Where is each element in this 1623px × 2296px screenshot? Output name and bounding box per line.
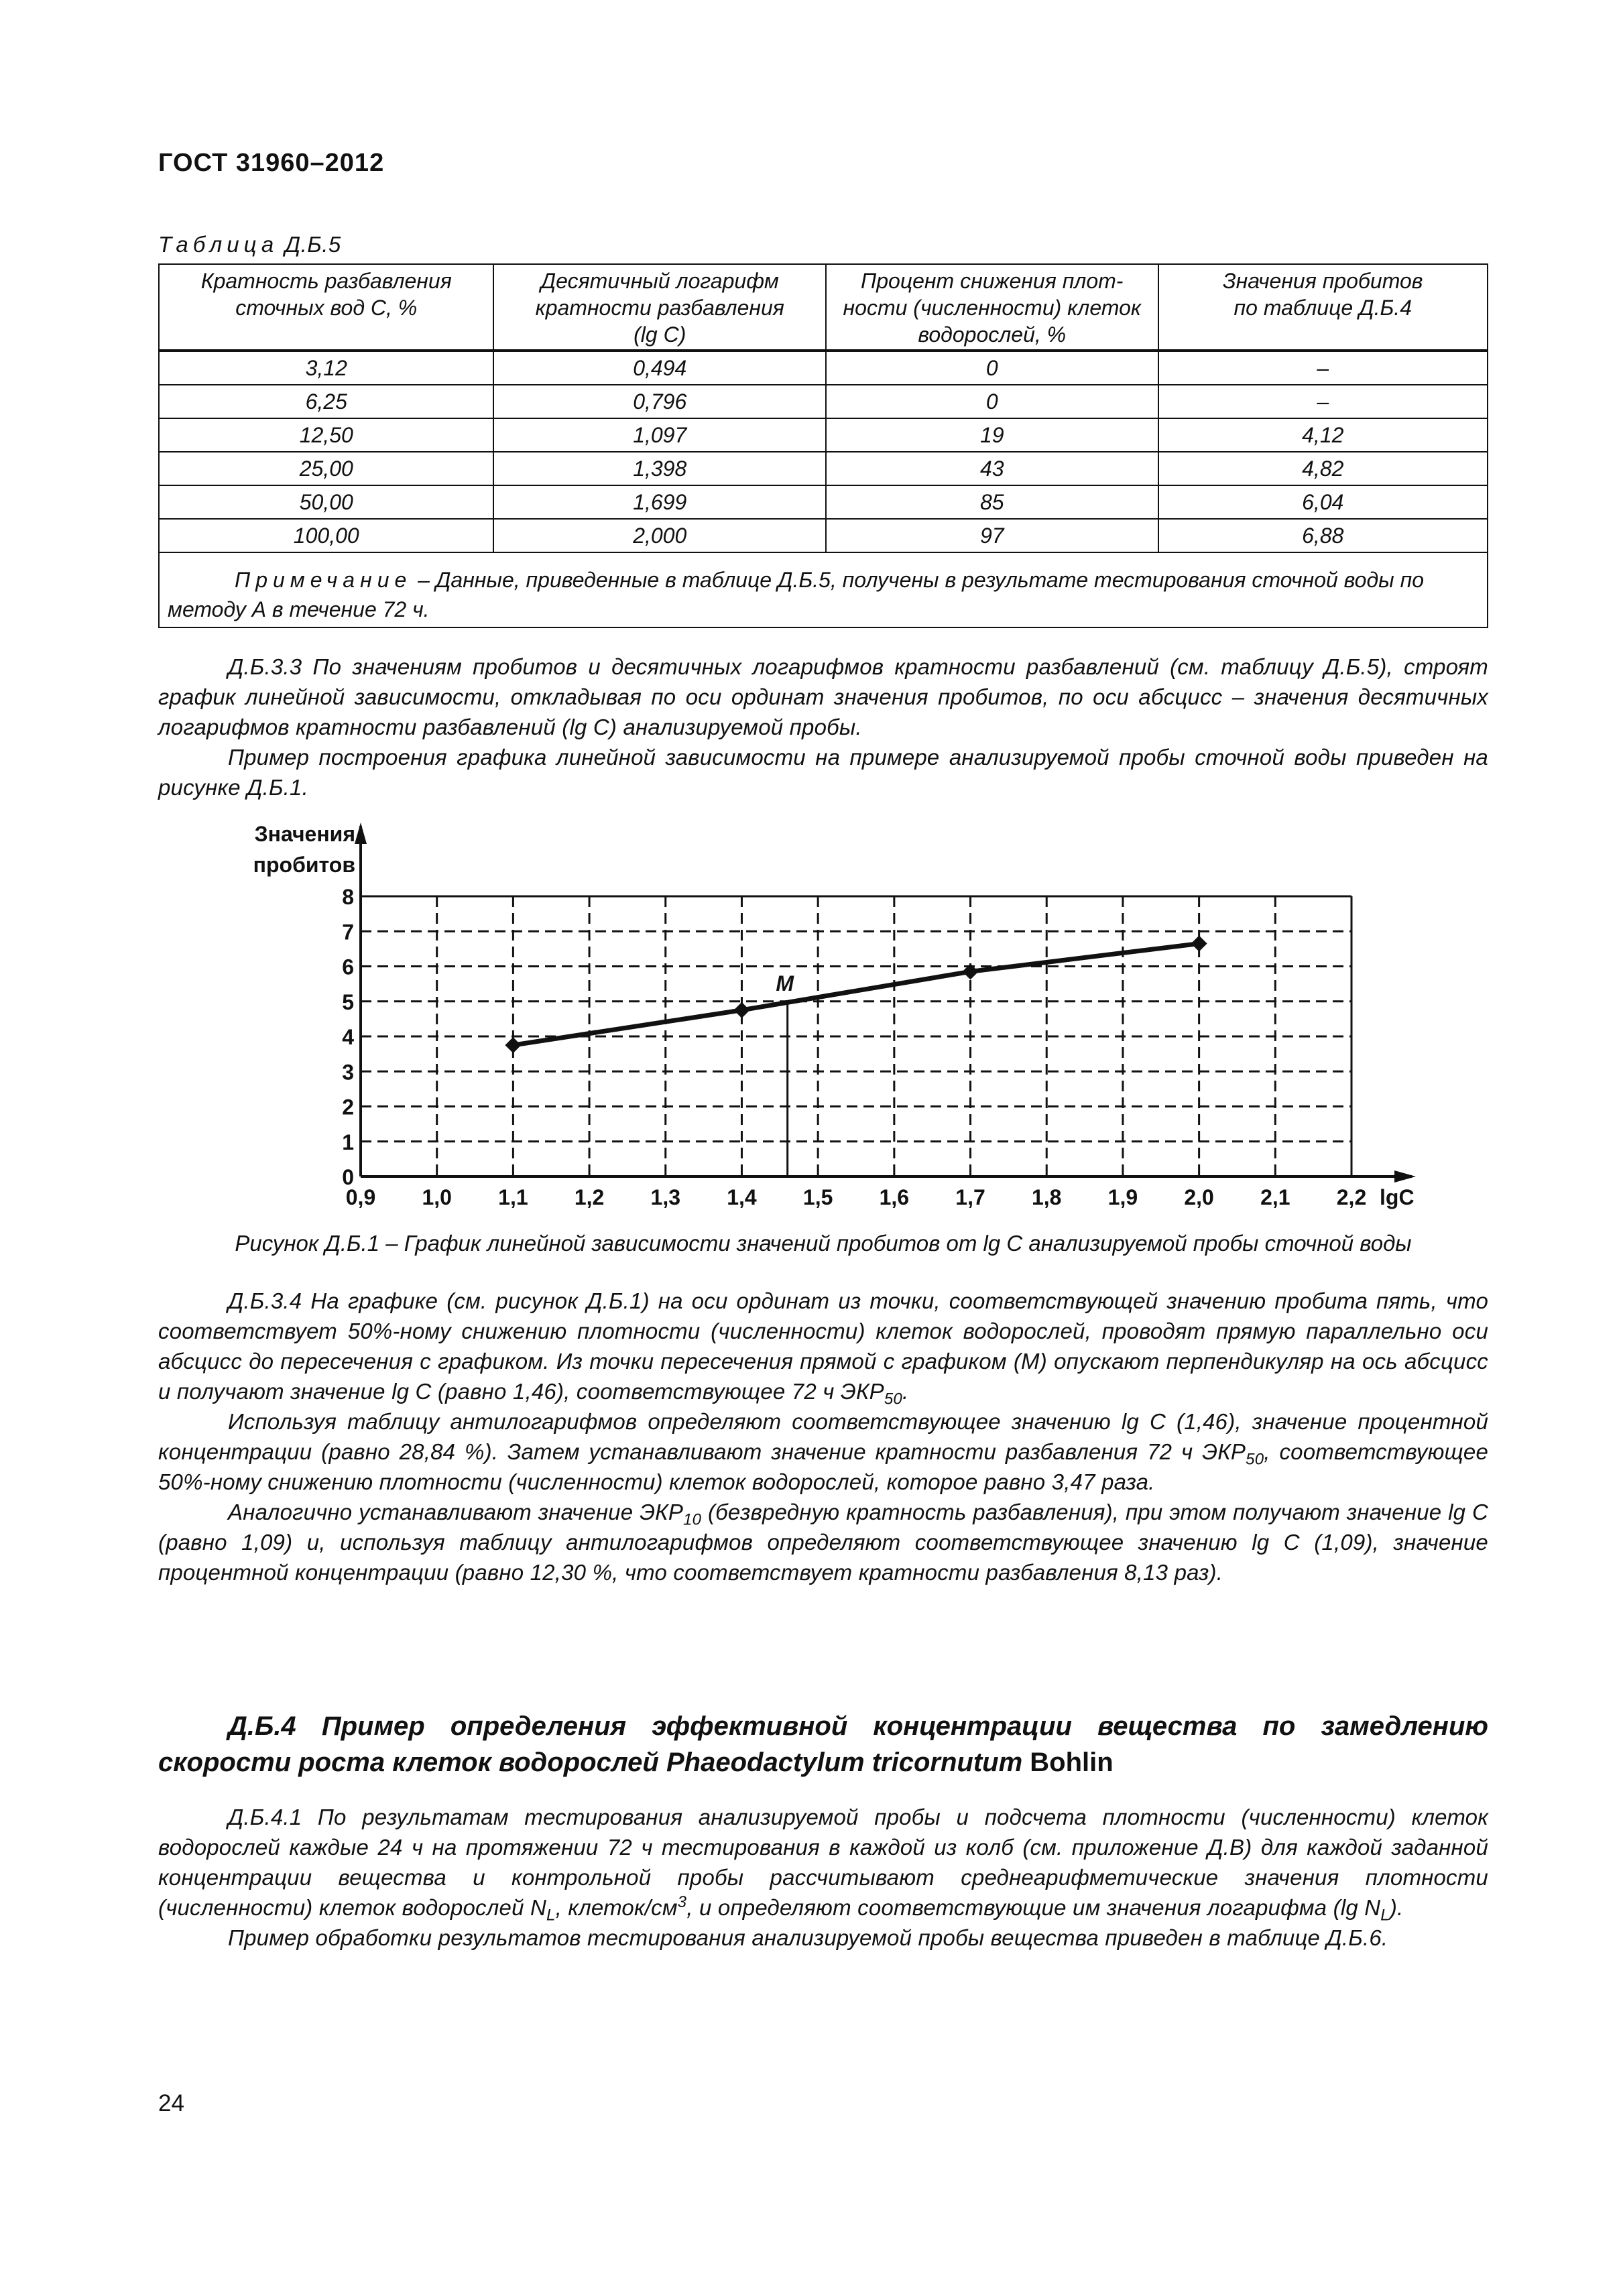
y-axis-arrow [355, 823, 367, 844]
x-tick-label: 2,1 [1260, 1185, 1290, 1209]
table-note-word: Примечание [235, 568, 412, 592]
figure-caption: Рисунок Д.Б.1 – График линейной зависимости значений пробитов от lg C анализируемой пробы сточной воды [235, 1231, 1412, 1256]
y-tick-label: 3 [342, 1060, 354, 1085]
y-tick-label: 7 [342, 920, 354, 945]
y-tick-label: 0 [342, 1165, 354, 1189]
paragraph: Д.Б.3.3 По значениям пробитов и десятичных логарифмов кратности разбавлений (см. таблицу Д.Б.5), строят график линейной зависимости, откладывая по оси ординат значения пробитов, по оси абсцисс – значения десятичных логарифмов кратности разбавлений (lg C) анализируемой пробы. [158, 654, 1488, 739]
table-cell: 0,796 [493, 385, 826, 418]
table-cell: 4,12 [1158, 418, 1488, 452]
table-head [159, 264, 1488, 351]
table-note-text: – Данные, приведенные в таблице Д.Б.5, получены в результате тестирования сточной воды по методу А в течение 72 ч. [168, 568, 1424, 621]
table-row [159, 418, 1488, 452]
table-header-cell [1158, 264, 1488, 351]
table-cell: 4,82 [1158, 452, 1488, 485]
paragraph-text: , клеток/см [555, 1895, 678, 1920]
table-cell: 50,00 [159, 485, 493, 519]
table-row [159, 519, 1488, 552]
y-axis-label: пробитов [253, 853, 355, 877]
x-tick-label: 1,5 [802, 1185, 833, 1209]
table-header-line: Кратность разбавления [200, 269, 452, 293]
x-tick-label: 1,6 [879, 1185, 910, 1209]
x-axis-arrow [1394, 1170, 1416, 1183]
paragraph-text: , соответствующее 50%-ному снижению плотности (численности) клеток водорослей, которое равно 3,47 раза. [158, 1439, 1488, 1494]
table-cell: 25,00 [159, 452, 493, 485]
table-cell: 0 [826, 351, 1158, 385]
table-header-line: сточных вод С, % [235, 296, 418, 320]
table-header-line: по таблице Д.Б.4 [1234, 296, 1412, 320]
paragraph [158, 1406, 1488, 1497]
paragraph-block-2 [158, 1286, 1488, 1587]
y-tick-label: 1 [342, 1130, 354, 1154]
chart-grid [361, 896, 1351, 1176]
table-cell: 100,00 [159, 519, 493, 552]
y-tick-label: 2 [342, 1095, 354, 1120]
x-tick-label: 0,9 [345, 1185, 376, 1209]
table-cell: 6,04 [1158, 485, 1488, 519]
paragraph [158, 1497, 1488, 1587]
superscript: 3 [677, 1893, 687, 1911]
paragraph [158, 1802, 1488, 1923]
table-cell: 0 [826, 385, 1158, 418]
paragraph-text: Используя таблицу антилогарифмов определяют соответствующее значению lg C (1,46), значение процентной концентрации (равно 28,84 %). Затем устанавливают значение кратности разбавления 72 ч ЭКР [158, 1409, 1488, 1464]
table-caption-word: Таблица [158, 232, 279, 257]
table-row [159, 385, 1488, 418]
subscript: 50 [884, 1390, 902, 1408]
table-caption [158, 232, 341, 257]
paragraph: Пример обработки результатов тестирования анализируемой пробы вещества приведен в таблице Д.Б.6. [228, 1925, 1388, 1950]
table-header-line: ности (численности) клеток [843, 296, 1141, 320]
data-point [505, 1037, 521, 1053]
paragraph-text: ). [1389, 1895, 1404, 1920]
table-header-line: Процент снижения плот- [861, 269, 1124, 293]
table-cell: 3,12 [159, 351, 493, 385]
x-tick-label: 2,0 [1184, 1185, 1214, 1209]
table-header-cell [826, 264, 1158, 351]
data-point [733, 1002, 749, 1018]
paragraph: Пример построения графика линейной зависимости на примере анализируемой пробы сточной воды приведен на рисунке Д.Б.1. [158, 745, 1488, 800]
x-tick-label: 1,4 [727, 1185, 757, 1209]
table-header-line: кратности разбавления [535, 296, 784, 320]
x-tick-label: 1,9 [1107, 1185, 1138, 1209]
table-cell: 6,25 [159, 385, 493, 418]
x-tick-label: 1,0 [422, 1185, 452, 1209]
x-tick-label: 1,3 [650, 1185, 681, 1209]
table-cell: – [1158, 351, 1488, 385]
species-name: Phaeodactylum tricornutum [666, 1748, 1023, 1777]
table-cell: 6,88 [1158, 519, 1488, 552]
table-cell: 85 [826, 485, 1158, 519]
x-tick-label: 1,7 [955, 1185, 985, 1209]
table-cell: 2,000 [493, 519, 826, 552]
y-axis-label: Значения [254, 822, 355, 846]
table-header-line: Значения пробитов [1223, 269, 1423, 293]
paragraph-block-1 [158, 652, 1488, 802]
species-author: Bohlin [1022, 1748, 1114, 1777]
subscript: 10 [683, 1510, 702, 1529]
chart-tick-labels [342, 885, 1366, 1209]
table-header-line: (lg C) [634, 322, 686, 347]
table-note [159, 552, 1488, 627]
paragraph-block-3 [158, 1802, 1488, 1953]
table-header-row [159, 264, 1488, 351]
table-body [159, 351, 1488, 552]
x-tick-label: 1,8 [1031, 1185, 1062, 1209]
chart-axes [253, 822, 1416, 1209]
section-heading-text: Д.Б.4 Пример определения эффективной концентрации вещества по замедлению скорости роста клеток водорослей [158, 1711, 1488, 1777]
x-axis-label: lgC [1380, 1185, 1415, 1209]
table-row [159, 452, 1488, 485]
table-row [159, 485, 1488, 519]
table-header-line: Десятичный логарифм [540, 269, 779, 293]
paragraph-text: . [902, 1379, 909, 1404]
paragraph-text: Д.Б.4.1 По результатам тестирования анализируемой пробы и подсчета плотности (численности) клеток водорослей каждые 24 ч на протяжении 72 ч тестирования в каждой из колб (см. приложение Д.В) для каждой заданной концентрации вещества и контрольной пробы рассчитывают среднеарифметические значения плотности (численности) клеток водорослей N [158, 1805, 1488, 1920]
table-header-line: водорослей, % [918, 322, 1067, 347]
y-tick-label: 6 [342, 955, 354, 979]
point-m-label: М [776, 971, 794, 995]
paragraph-text: Д.Б.3.4 На графике (см. рисунок Д.Б.1) на оси ординат из точки, соответствующей значению пробита пять, что соответствует 50%-ному снижению плотности (численности) клеток водорослей, проводят прямую параллельно оси абсцисс до пересечения с графиком. Из точки пересечения прямой с графиком (М) опускают перпендикуляр на ось абсцисс и получают значение lg C (равно 1,46), соответствующее 72 ч ЭКР [158, 1288, 1488, 1404]
document-header: ГОСТ 31960–2012 [158, 149, 385, 177]
paragraph-text: Аналогично устанавливают значение ЭКР [228, 1500, 684, 1524]
table-row [159, 351, 1488, 385]
table-header-cell [159, 264, 493, 351]
table-caption-id: Д.Б.5 [284, 232, 341, 257]
series-line [513, 944, 1199, 1046]
paragraph-text: (безвредную кратность разбавления), при этом получают значение lg C (равно 1,09) и, используя таблицу антилогарифмов определяют соответствующее значению lg C (1,09), значение процентной концентрации (равно 12,30 %, что соответствует кратности разбавления 8,13 раз). [158, 1500, 1488, 1585]
x-tick-label: 2,2 [1336, 1185, 1367, 1209]
table-cell: 0,494 [493, 351, 826, 385]
section-heading [158, 1708, 1488, 1780]
x-tick-label: 1,1 [498, 1185, 528, 1209]
table-cell: 1,398 [493, 452, 826, 485]
table-cell: 12,50 [159, 418, 493, 452]
table-cell: 97 [826, 519, 1158, 552]
page-number: 24 [158, 2090, 184, 2116]
table-cell: 19 [826, 418, 1158, 452]
table-cell: 1,097 [493, 418, 826, 452]
probit-chart [158, 818, 1488, 1220]
y-tick-label: 5 [342, 989, 354, 1014]
paragraph [158, 1286, 1488, 1406]
table-header-cell [493, 264, 826, 351]
subscript: 50 [1246, 1450, 1264, 1469]
y-tick-label: 8 [342, 885, 354, 909]
x-tick-label: 1,2 [574, 1185, 605, 1209]
subscript: L [546, 1906, 556, 1925]
table-cell: – [1158, 385, 1488, 418]
subscript: L [1380, 1906, 1390, 1925]
data-point [1191, 936, 1207, 952]
table-cell: 43 [826, 452, 1158, 485]
y-tick-label: 4 [342, 1025, 354, 1049]
dilution-table [158, 263, 1488, 628]
paragraph-text: , и определяют соответствующие им значения логарифма (lg N [686, 1895, 1381, 1920]
table-cell: 1,699 [493, 485, 826, 519]
